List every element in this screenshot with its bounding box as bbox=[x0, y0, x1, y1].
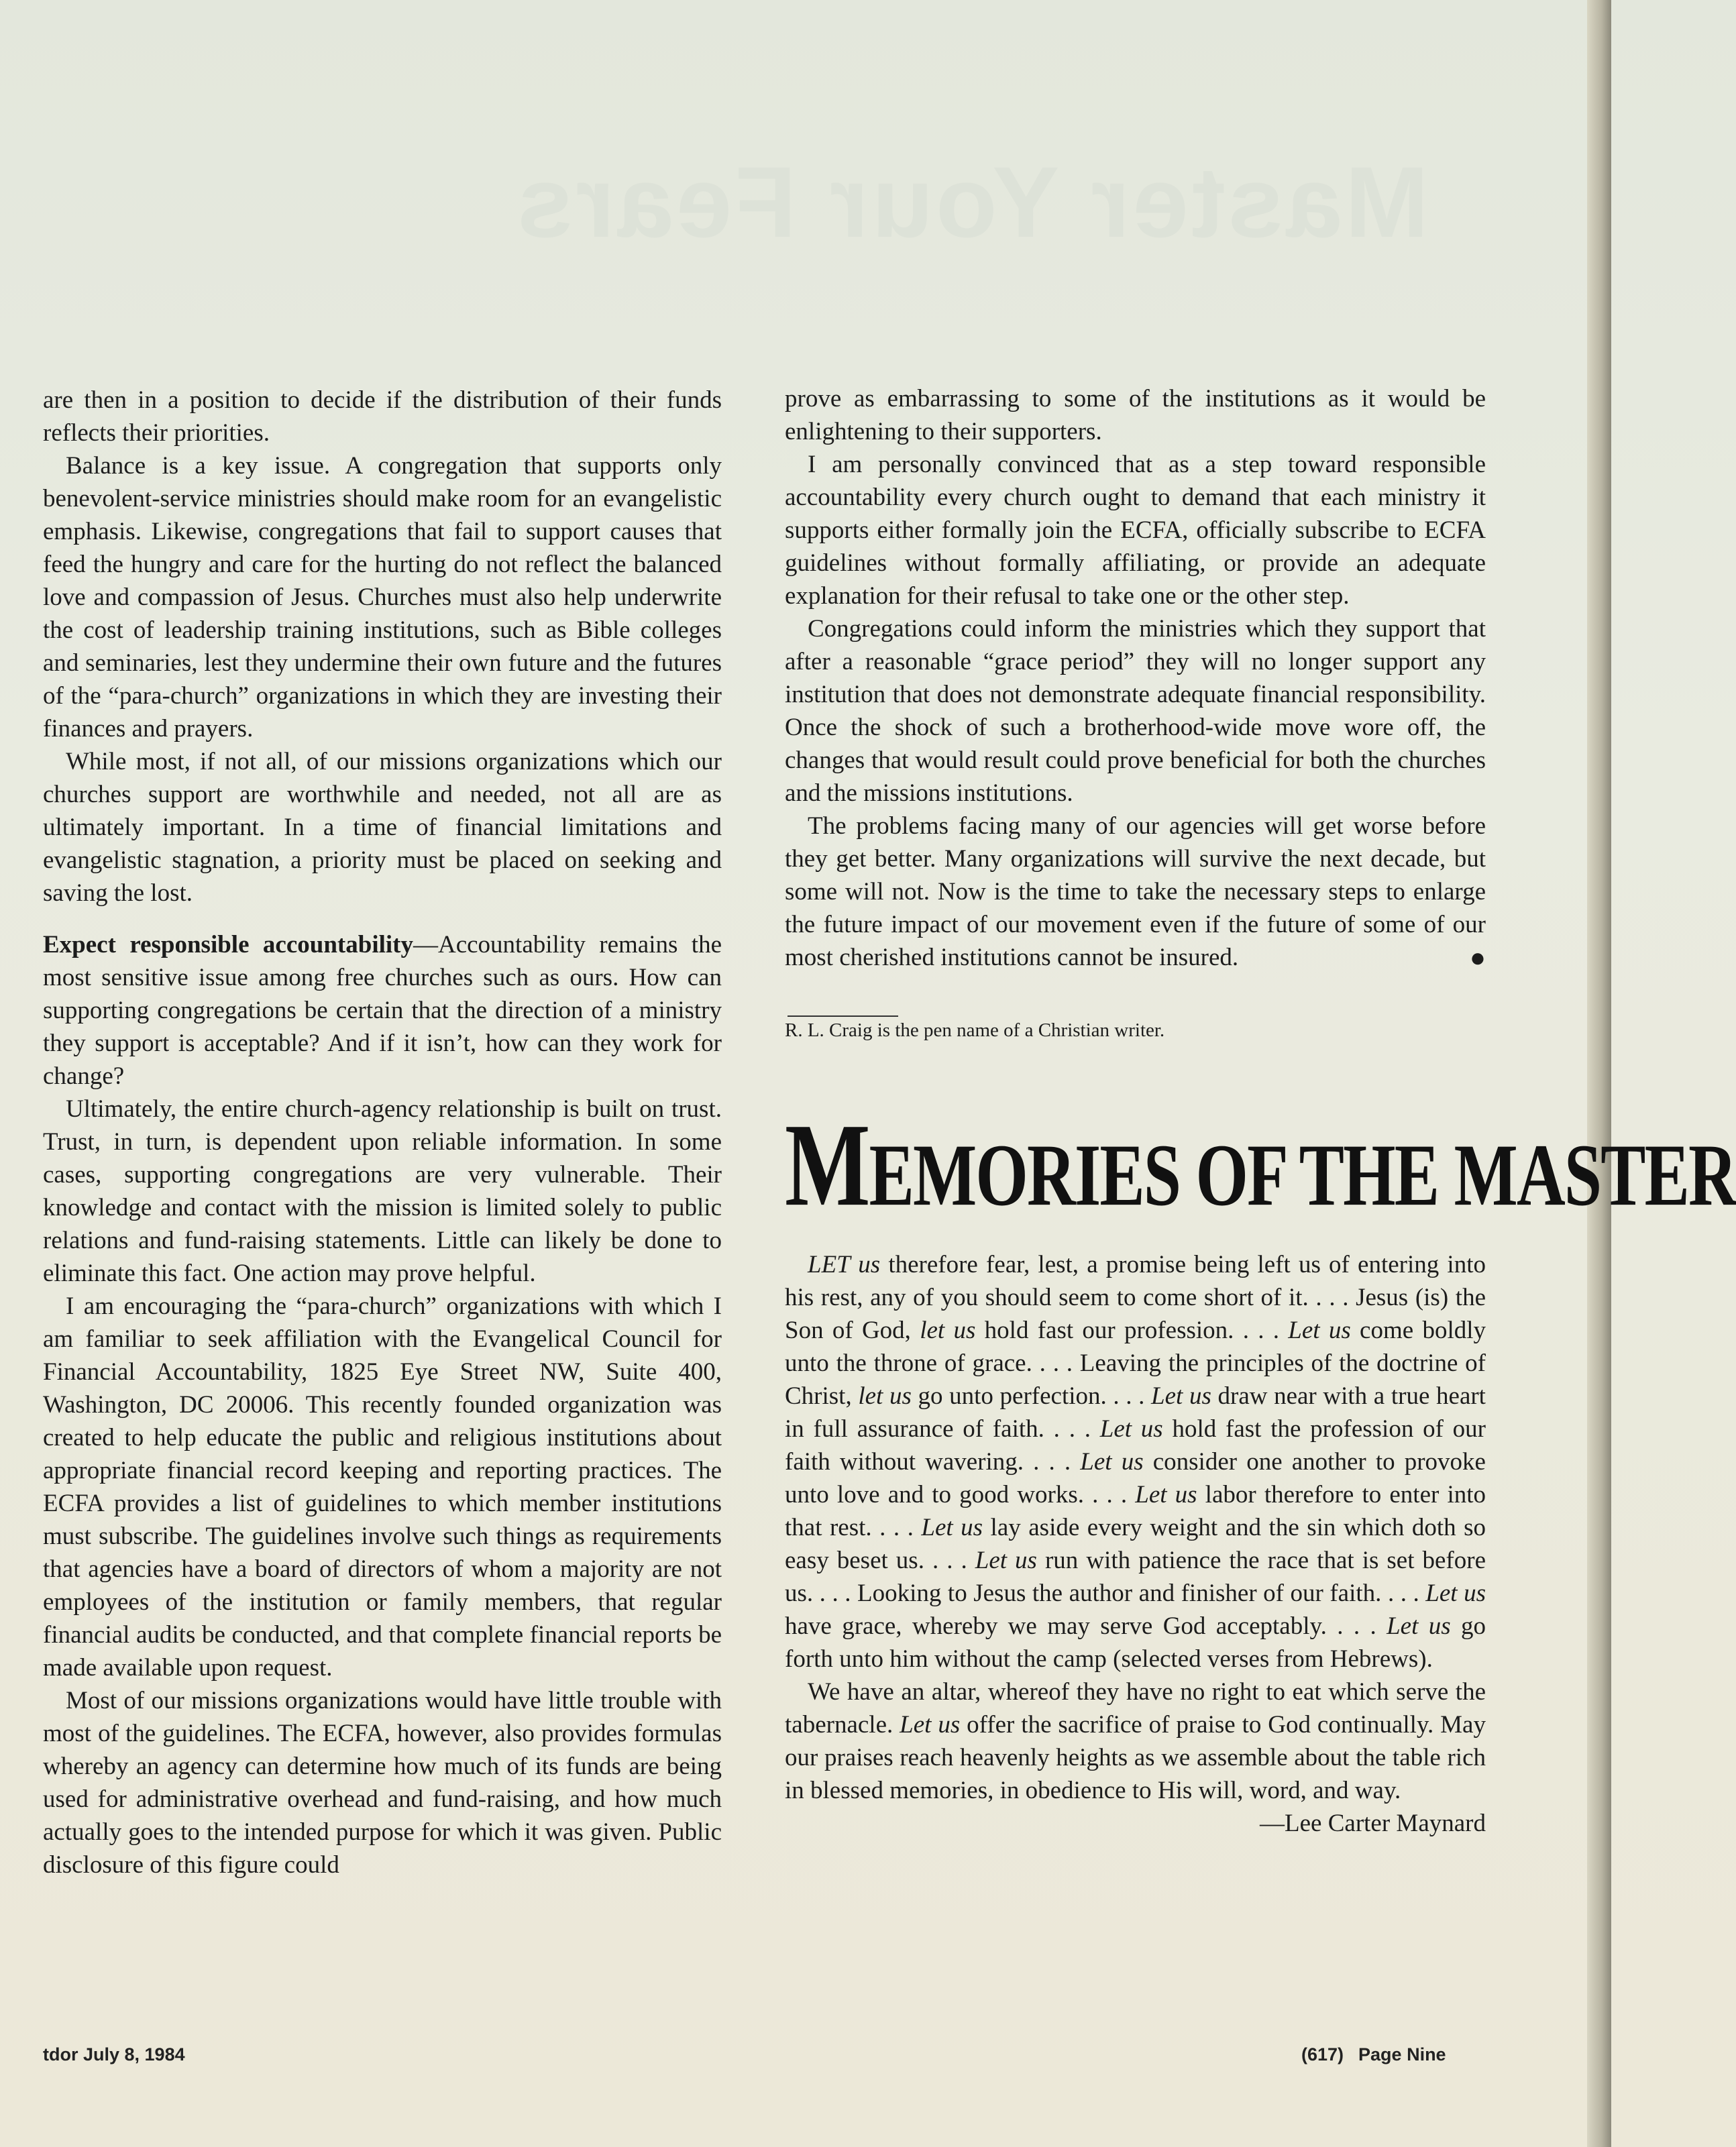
left-column bbox=[43, 384, 722, 1881]
paragraph: I am encouraging the “para-church” organizations with which I am familiar to seek affiliation with the Evangelical Council for Financial Accountability, 1825 Eye Street NW, Suite 400, Washington, DC 20006. This recently founded organization was created to help educate the public and religious institutions about appropriate financial record keeping and reporting practices. The ECFA provides a list of guidelines to which member institutions must subscribe. The guidelines involve such things as requirements that agencies have a board of directors of whom a majority are not employees of the institution or family members, that regular financial audits be conducted, and that complete financial reports be made available upon request. bbox=[43, 1292, 722, 1682]
paragraph bbox=[785, 810, 1486, 974]
footer-date: tdor July 8, 1984 bbox=[43, 2044, 185, 2065]
paragraph: Balance is a key issue. A congregation that supports only benevolent-service ministries should make room for an evangelistic emphasis. Likewise, congregations that fail to support causes that feed the hungry and care for the hurting do not reflect the balanced love and compassion of Jesus. Churches must also help underwrite the cost of leadership training institutions, such as Bible colleges and seminaries, lest they undermine their own future and the futures of the “para-church” organizations in which they are investing their finances and prayers. bbox=[43, 452, 722, 742]
paragraph: I am personally convinced that as a step toward responsible accountability every church ought to demand that each ministry it supports either formally join the ECFA, officially subscribe to ECFA guidelines without formally affiliating, or provide an adequate explanation for their refusal to take one or the other step. bbox=[785, 451, 1486, 610]
author-credit: R. L. Craig is the pen name of a Christian writer. bbox=[785, 1020, 1165, 1041]
paragraph: Congregations could inform the ministries which they support that after a reasonable “grace period” they will no longer support any institution that does not demonstrate adequate financial responsibility. Once the shock of such a brotherhood-wide move wore off, the changes that would result could prove beneficial for both the churches and the missions institutions. bbox=[785, 615, 1486, 807]
end-mark-icon: ● bbox=[1469, 942, 1486, 973]
title-rest: EMORIES OF THE MASTER bbox=[869, 1126, 1736, 1225]
subhead: Expect responsible accountability bbox=[43, 931, 413, 958]
memories-title bbox=[785, 1099, 1736, 1235]
paragraph-text: The problems facing many of our agencies will get worse before they get better. Many organizations will survive the next decade, but some will not. Now is the time to take the necessary steps to enlarge the future impact of our movement even if the future of some of our most cherished institutions cannot be insured. bbox=[785, 812, 1486, 971]
memories-paragraph: We have an altar, whereof they have no right to eat which serve the tabernacle. Let us offer the sacrifice of praise to God continually. May our praises reach heavenly heights as we assemble about the table rich in blessed memories, in obedience to His will, word, and way. bbox=[785, 1678, 1486, 1804]
page-label: Page Nine bbox=[1358, 2044, 1446, 2065]
page-code: (617) bbox=[1301, 2044, 1344, 2065]
signature: —Lee Carter Maynard bbox=[1260, 1810, 1486, 1837]
paragraph: prove as embarrassing to some of the institutions as it would be enlightening to their supporters. bbox=[785, 385, 1486, 445]
bleed-through-title: Master Your Fears bbox=[514, 146, 1429, 258]
paragraph: are then in a position to decide if the distribution of their funds reflects their priorities. bbox=[43, 386, 722, 447]
paragraph-text: —Accountability remains the most sensitive issue among free churches such as ours. How can supporting congregations be certain that the direction of a ministry they support is acceptable? And if it isn’t, how can they work for change? bbox=[43, 931, 722, 1090]
footer-page bbox=[1301, 2044, 1461, 2065]
paragraph: Ultimately, the entire church-agency relationship is built on trust. Trust, in turn, is dependent upon reliable information. In some cases, supporting congregations are very vulnerable. Their knowledge and contact with the mission is limited solely to public relations and fund-raising statements. Little can likely be done to eliminate this fact. One action may prove helpful. bbox=[43, 1095, 722, 1287]
right-column bbox=[785, 382, 1736, 1840]
paragraph: Most of our missions organizations would have little trouble with most of the guidelines. The ECFA, however, also provides formulas whereby an agency can determine how much of its funds are being used for administrative overhead and fund-raising, and how much actually goes to the intended purpose for which it was given. Public disclosure of this figure could bbox=[43, 1687, 722, 1879]
memories-paragraph: LET us therefore fear, lest, a promise being left us of entering into his rest, any of you should seem to come short of it. . . . Jesus (is) the Son of God, let us hold fast our profession. . . . Let us come boldly unto the throne of grace. . . . Leaving the principles of the doctrine of Christ, let us go unto perfection. . . . Let us draw near with a true heart in full assurance of faith. . . . Let us hold fast the profession of our faith without wavering. . . . Let us consider one another to provoke unto love and to good works. . . . Let us labor therefore to enter into that rest. . . . Let us lay aside every weight and the sin which doth so easy beset us. . . . Let us run with patience the race that is set before us. . . . Looking to Jesus the author and finisher of our faith. . . . Let us have grace, whereby we may serve God acceptably. . . . Let us go forth unto him without the camp (selected verses from Hebrews). bbox=[785, 1251, 1486, 1673]
title-initial: M bbox=[785, 1099, 869, 1231]
paragraph: While most, if not all, of our missions organizations which our churches support are worthwhile and needed, not all are as ultimately important. In a time of financial limitations and evangelistic stagnation, a priority must be placed on seeking and saving the lost. bbox=[43, 748, 722, 907]
page-edge bbox=[1587, 0, 1611, 2147]
paragraph bbox=[43, 928, 722, 1093]
